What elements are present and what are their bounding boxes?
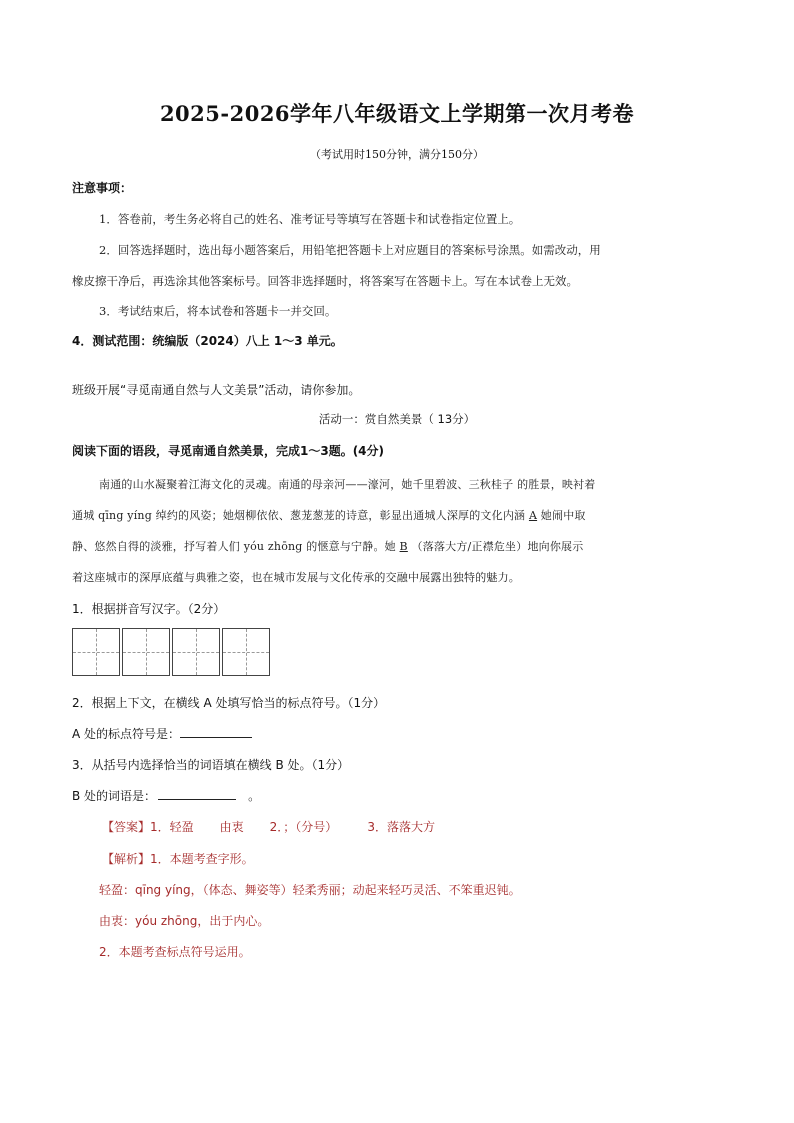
blank-a-mark: A xyxy=(528,509,538,522)
passage-line-4: 着这座城市的深厚底蕴与典雅之姿，也在城市发展与文化传承的交融中展露出独特的魅力。 xyxy=(72,571,520,584)
question-2: 2．根据上下文，在横线 A 处填写恰当的标点符号。（1分） xyxy=(72,696,386,710)
question-1: 1．根据拼音写汉字。（2分） xyxy=(72,602,226,616)
test-scope: 4．测试范围：统编版（2024）八上 1～3 单元。 xyxy=(72,334,343,348)
blank-b-mark: B xyxy=(399,540,408,553)
passage-line-2-text: 通城 qīng yíng 绰约的风姿；她烟柳依依、葱茏葱茏的诗意，彰显出通城人深厚的文化内涵 xyxy=(72,509,526,522)
passage-line-3-text: 静、悠然自得的淡雅，抒写着人们 yóu zhōng 的惬意与宁静。她 xyxy=(72,540,396,553)
writing-grid xyxy=(72,628,272,676)
answer-1: 1．轻盈 xyxy=(150,820,194,834)
analysis-2: 2．本题考查标点符号运用。 xyxy=(99,945,251,959)
grid-cell xyxy=(172,628,220,676)
passage-line-3 xyxy=(72,538,583,554)
page-title: 2025-2026学年八年级语文上学期第一次月考卷 xyxy=(159,101,635,126)
notice-item-1: 1．答卷前，考生务必将自己的姓名、准考证号等填写在答题卡和试卷指定位置上。 xyxy=(99,212,521,226)
question-2-fill xyxy=(72,725,252,742)
passage-line-1: 南通的山水凝聚着江海文化的灵魂。南通的母亲河——濠河，她千里碧波、三秋桂子 的胜景，映衬着 xyxy=(99,478,596,491)
answer-2: 2．；（分号） xyxy=(269,820,338,834)
answer-blank-b xyxy=(158,787,236,800)
answer-tag: 【答案】 xyxy=(102,820,151,834)
reading-instruction: 阅读下面的语段，寻觅南通自然美景，完成1～3题。(4分) xyxy=(72,444,385,458)
question-3-fill-label: B 处的词语是： xyxy=(72,789,157,803)
question-2-fill-label: A 处的标点符号是： xyxy=(72,727,181,741)
notice-item-2: 2．回答选择题时，选出每小题答案后，用铅笔把答题卡上对应题目的答案标号涂黑。如需改动，用 xyxy=(99,243,601,257)
answer-3: 3．落落大方 xyxy=(367,820,435,834)
passage-line-2-end: 她闹中取 xyxy=(540,509,586,522)
answer-blank-a xyxy=(180,725,252,738)
grid-cell xyxy=(222,628,270,676)
analysis-1: 1．本题考查字形。 xyxy=(150,852,254,866)
notice-heading: 注意事项： xyxy=(72,181,133,195)
grid-cell xyxy=(122,628,170,676)
question-3: 3．从括号内选择恰当的词语填在横线 B 处。（1分） xyxy=(72,758,350,772)
passage-line-3-end: （落落大方/正襟危坐）地向你展示 xyxy=(411,540,584,553)
page-subtitle: （考试用时150分钟，满分150分） xyxy=(310,148,484,161)
grid-cell xyxy=(72,628,120,676)
activity-intro: 班级开展“寻觅南通自然与人文美景”活动，请你参加。 xyxy=(72,383,361,397)
analysis-line xyxy=(102,850,254,867)
passage-line-2 xyxy=(72,507,586,523)
analysis-tag: 【解析】 xyxy=(102,852,151,866)
answer-1b: 由衷 xyxy=(219,820,244,834)
analysis-qingying: 轻盈：qīng yíng，（体态、舞姿等）轻柔秀丽；动起来轻巧灵活、不笨重迟钝。 xyxy=(99,883,521,897)
activity-title: 活动一：赏自然美景（ 13分） xyxy=(318,412,476,426)
notice-item-2-cont: 橡皮擦干净后，再选涂其他答案标号。回答非选择题时，将答案写在答题卡上。写在本试卷上无效。 xyxy=(72,274,578,288)
question-3-end: 。 xyxy=(248,789,261,803)
analysis-youzhong: 由衷：yóu zhōng，出于内心。 xyxy=(99,914,270,928)
question-3-fill xyxy=(72,787,260,804)
answer-line xyxy=(102,818,435,835)
notice-item-3: 3．考试结束后，将本试卷和答题卡一并交回。 xyxy=(99,304,337,318)
